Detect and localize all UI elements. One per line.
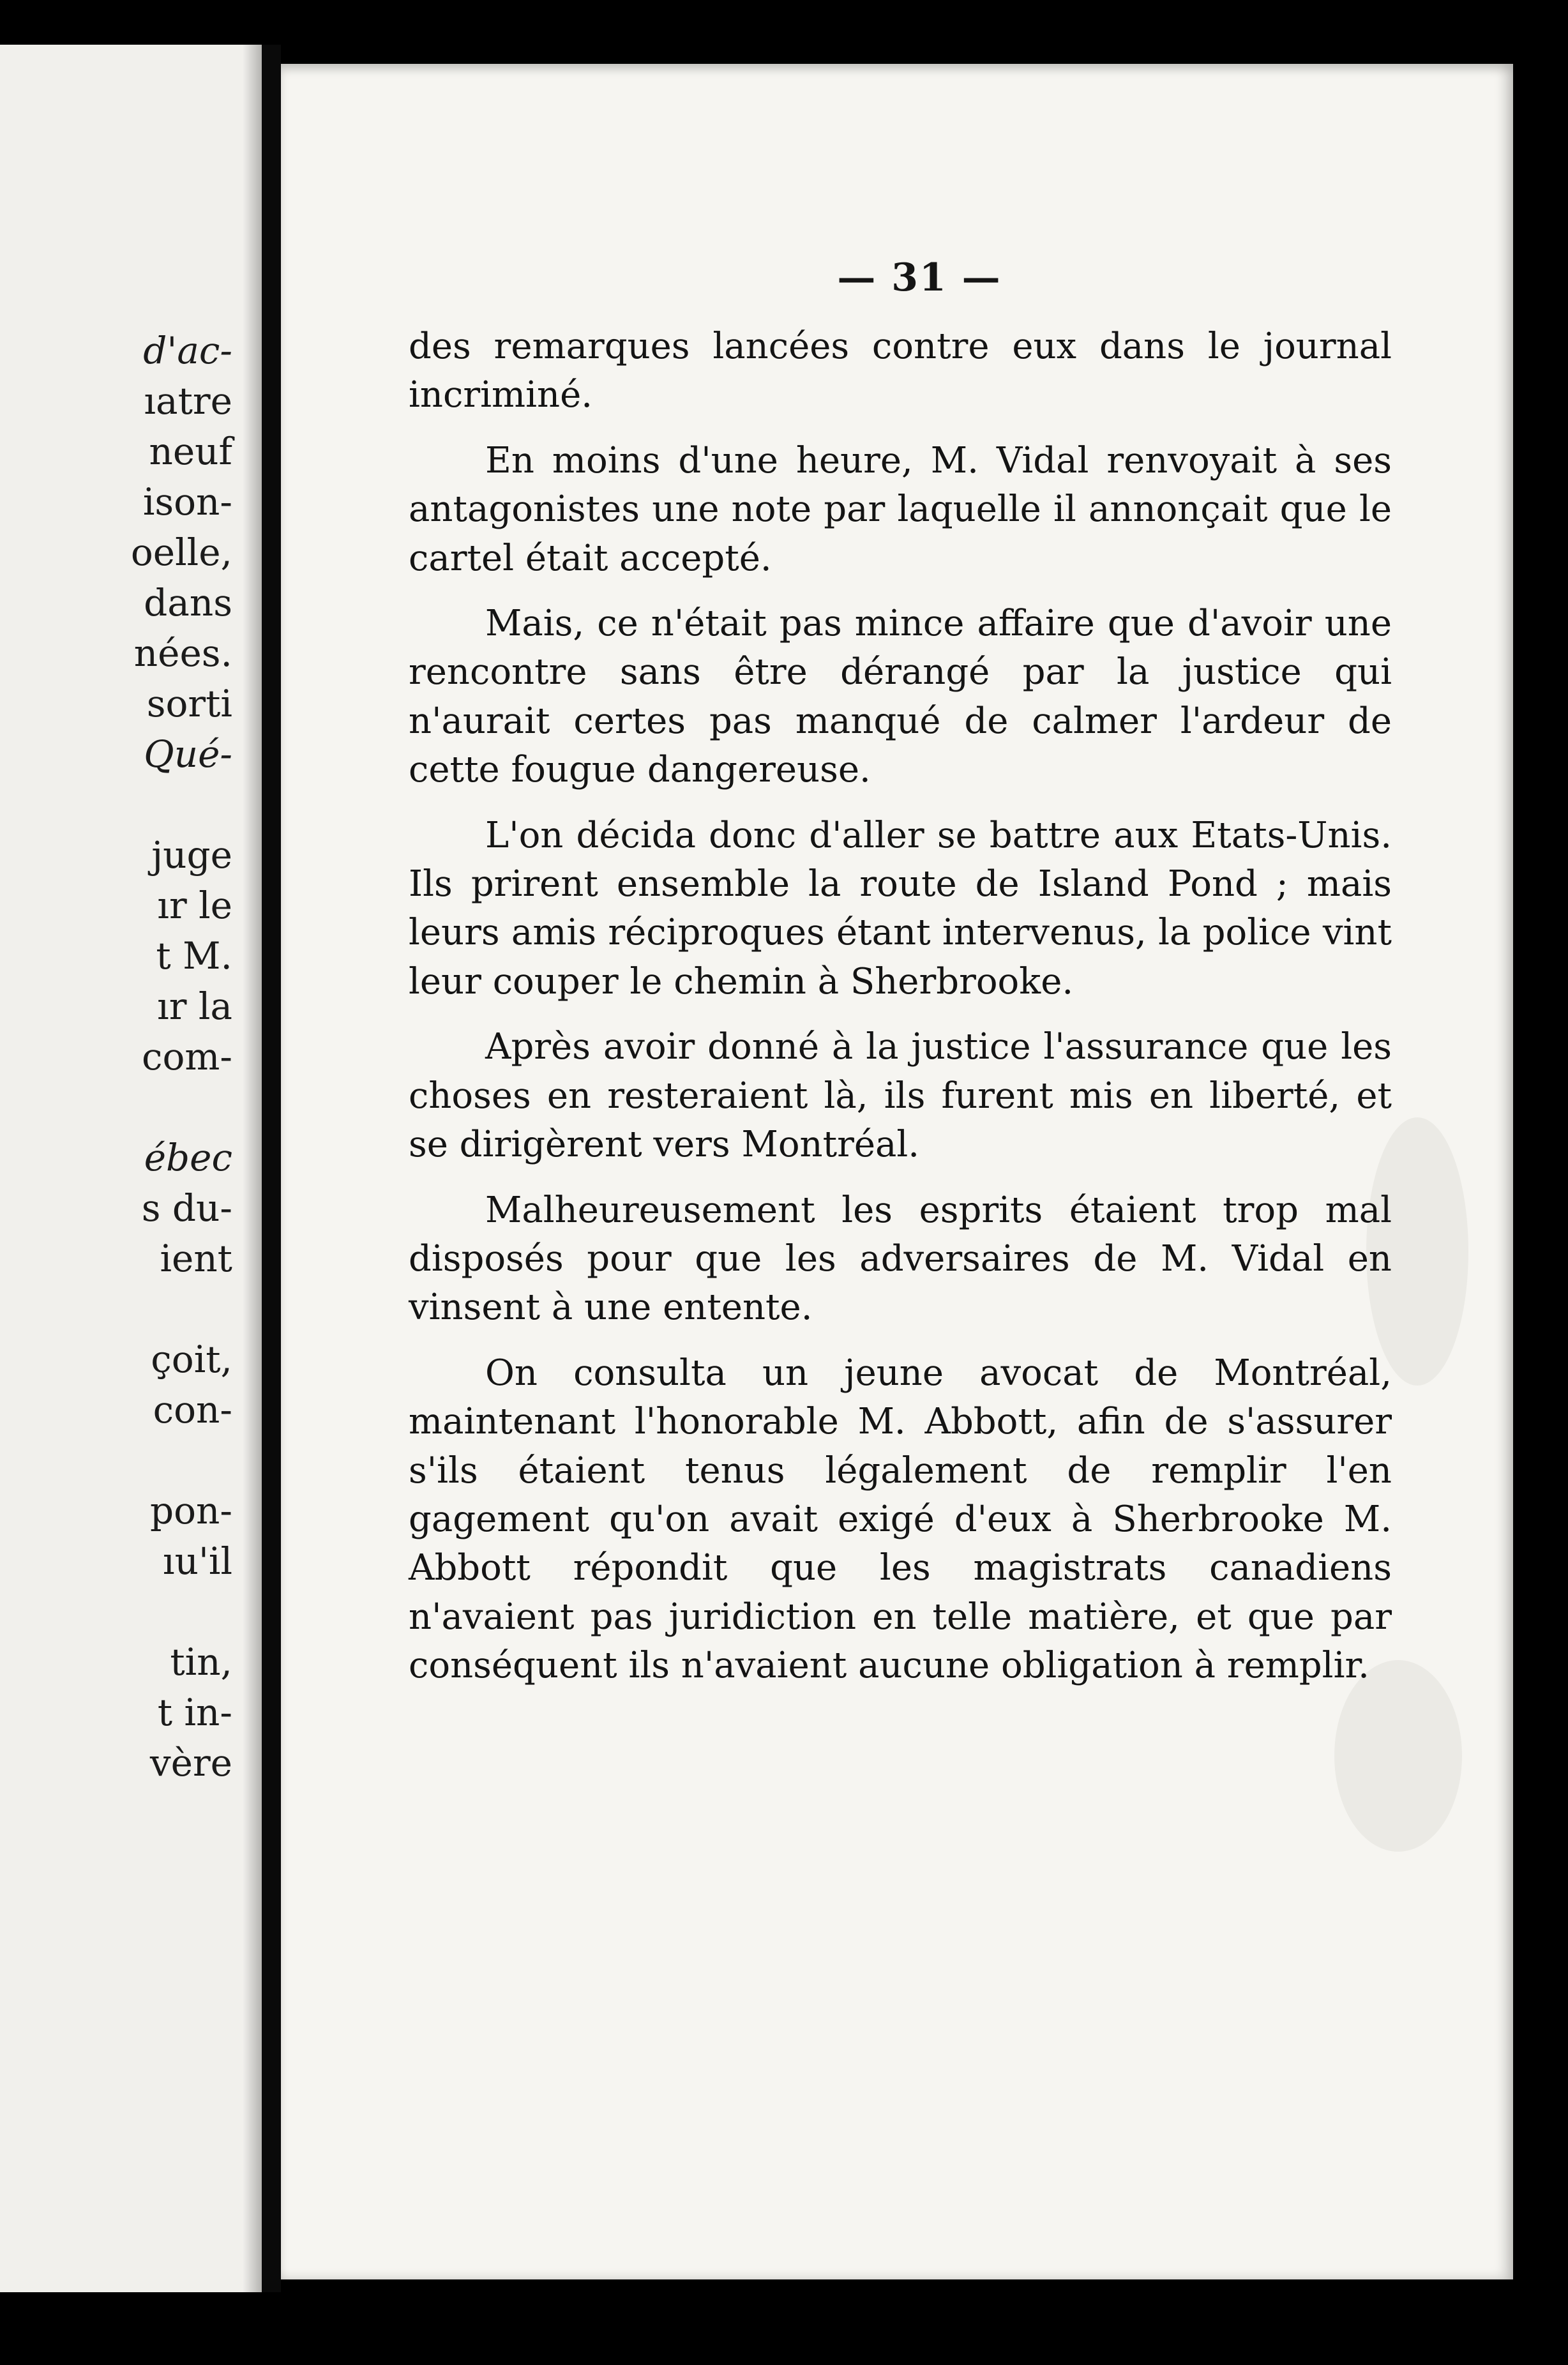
previous-page-line-fragment: sorti — [146, 682, 232, 725]
previous-page-line-fragment — [131, 1284, 232, 1334]
previous-page-fragment — [0, 45, 262, 2292]
paragraph: des remarques lancées contre eux dans le journal incriminé. — [409, 326, 1392, 416]
paragraph: En moins d'une heure, M. Vidal renvoyait à ses antagonistes une note par laquelle il annonçait que le cartel était accepté. — [409, 439, 1392, 579]
previous-page-line-fragment: vère — [149, 1741, 232, 1785]
previous-page-line-fragment: ıu'il — [163, 1539, 232, 1583]
previous-page-line-fragment: con- — [153, 1388, 232, 1432]
previous-page-line-fragment — [131, 1082, 232, 1133]
previous-page-line-fragment: ıatre — [144, 379, 232, 423]
previous-page-line-fragment: çoit, — [151, 1338, 232, 1381]
previous-page-line-fragment: juge — [151, 833, 232, 877]
previous-page-line-fragment: dans — [144, 581, 232, 624]
previous-page-line-fragment: ébec — [144, 1136, 232, 1179]
previous-page-line-fragment: pon- — [150, 1489, 232, 1532]
previous-page-line-fragment: t in- — [157, 1691, 232, 1734]
previous-page-line-fragment: s du- — [141, 1186, 232, 1230]
paragraph: L'on décida donc d'aller se battre aux Etats-Unis. Ils prirent ensemble la route de Island Pond ; mais leurs amis réciproques étant intervenus, la police vint leur couper le chemin à Sherbrooke. — [409, 814, 1392, 1002]
book-page — [281, 64, 1513, 2279]
previous-page-line-fragment: neuf — [149, 430, 232, 473]
previous-page-line-fragment: tin, — [170, 1640, 232, 1684]
page-edge-shadow — [243, 45, 262, 2292]
previous-page-line-fragment: Qué- — [144, 732, 232, 776]
previous-page-line-fragment: oelle, — [130, 531, 232, 574]
previous-page-line-fragment: ır la — [157, 985, 232, 1028]
previous-page-line-fragment — [131, 780, 232, 830]
previous-page-line-fragment: ient — [160, 1237, 232, 1280]
previous-page-line-fragment: ison- — [142, 480, 232, 524]
page-body — [409, 322, 1392, 1707]
previous-page-line-fragment — [131, 1435, 232, 1486]
previous-page-line-fragment: com- — [142, 1035, 232, 1078]
paragraph: Malheureusement les esprits étaient trop mal disposés pour que les adversaires de M. Vidal en vinsent à une entente. — [409, 1189, 1392, 1329]
paragraph: Après avoir donné à la justice l'assurance que les choses en resteraient là, ils furent mis en liberté, et se dirigèrent vers Montréal. — [409, 1026, 1392, 1166]
previous-page-line-fragment — [131, 1587, 232, 1637]
previous-page-line-fragment: d'ac- — [143, 329, 232, 372]
book-gutter — [262, 45, 281, 2292]
paragraph: Mais, ce n'était pas mince affaire que d'avoir une rencontre sans être dérangé par la justice qui n'aurait certes pas manqué de calmer l'ardeur de cette fougue dangereuse. — [409, 603, 1392, 791]
page-number: — 31 — — [837, 255, 1002, 300]
paragraph: On consulta un jeune avocat de Montréal, maintenant l'honorable M. Abbott, afin de s'assurer s'ils étaient tenus légalement de remplir l'en gagement qu'on avait exigé d'eux à Sherbrooke M. Abbott répondit que les magistrats canadiens n'avaient pas juridiction en telle matière, et que par conséquent ils n'avaient aucune obligation à remplir. — [409, 1352, 1392, 1687]
previous-page-line-fragment: nées. — [133, 631, 232, 675]
previous-page-line-fragment: t M. — [156, 934, 232, 978]
previous-page-text-edge — [131, 326, 232, 1788]
previous-page-line-fragment: ır le — [157, 884, 232, 927]
